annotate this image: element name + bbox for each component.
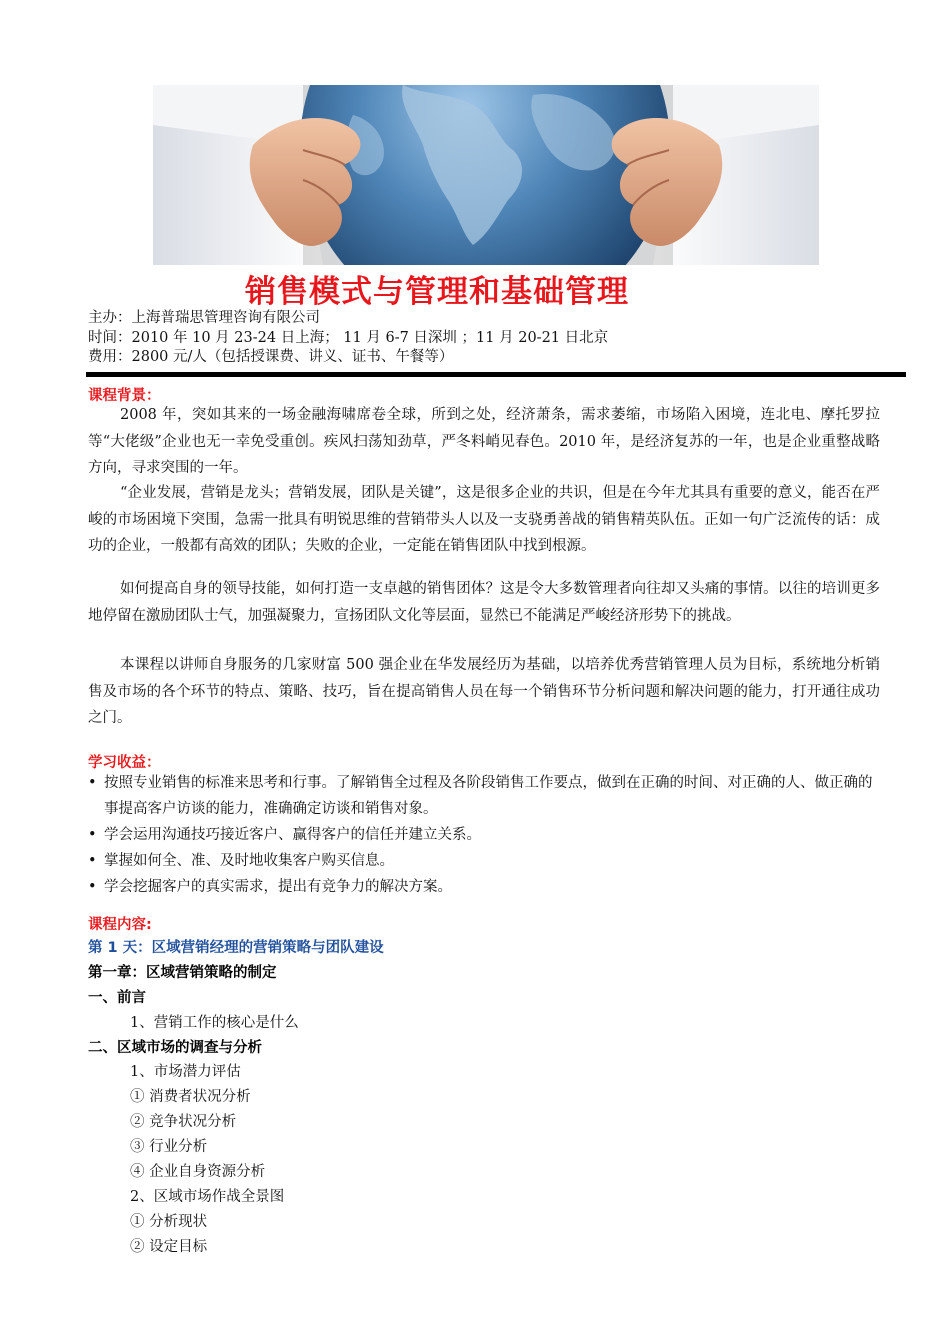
section-divider — [86, 372, 906, 377]
benefit-item: • 学会挖掘客户的真实需求，提出有竞争力的解决方案。 — [88, 874, 880, 900]
outline-item: 1、市场潜力评估 — [130, 1064, 241, 1080]
benefits-heading: 学习收益： — [88, 755, 161, 771]
section2-heading: 二、区域市场的调查与分析 — [88, 1040, 262, 1056]
background-heading: 课程背景： — [88, 388, 161, 404]
outline-item: ④ 企业自身资源分析 — [130, 1164, 266, 1180]
banner-image — [153, 85, 819, 265]
page-title: 销售模式与管理和基础管理 — [245, 274, 629, 310]
day1-heading: 第 1 天：区域营销经理的营销策略与团队建设 — [88, 940, 384, 956]
outline-item: 2、区域市场作战全景图 — [130, 1189, 285, 1205]
benefits-list — [88, 770, 880, 900]
benefit-item: • 按照专业销售的标准来思考和行事。了解销售全过程及各阶段销售工作要点，做到在正确的时间、对正确的人、做正确的事提高客户访谈的能力，准确确定访谈和销售对象。 — [88, 770, 880, 822]
outline-item: ① 消费者状况分析 — [130, 1089, 251, 1105]
content-heading: 课程内容: — [88, 917, 152, 933]
outline-item: ② 竞争状况分析 — [130, 1114, 237, 1130]
outline-item: ③ 行业分析 — [130, 1139, 208, 1155]
bullet-icon: • — [88, 827, 97, 843]
outline-item: ① 分析现状 — [130, 1214, 208, 1230]
outline-item: ② 设定目标 — [130, 1239, 208, 1255]
outline-item: 1、营销工作的核心是什么 — [130, 1015, 299, 1031]
background-paragraph-3: 如何提高自身的领导技能，如何打造一支卓越的销售团体？这是令大多数管理者向往却又头痛的事情。以往的培训更多地停留在激励团队士气，加强凝聚力，宣扬团队文化等层面，显然已不能满足严峻经济形势下的挑战。 — [88, 581, 880, 624]
chapter1-heading: 第一章：区域营销策略的制定 — [88, 965, 277, 981]
organizer-line: 主办：上海普瑞思管理咨询有限公司 — [88, 310, 320, 326]
background-paragraph-2: “企业发展，营销是龙头；营销发展，团队是关键”，这是很多企业的共识，但是在今年尤其具有重要的意义，能否在严峻的市场困境下突围，急需一批具有明锐思维的营销带头人以及一支骁勇善战的销售精英队伍。正如一句广泛流传的话：成功的企业，一般都有高效的团队；失败的企业，一定能在销售团队中找到根源。 — [88, 485, 880, 554]
background-paragraph-4: 本课程以讲师自身服务的几家财富 500 强企业在华发展经历为基础，以培养优秀营销管理人员为目标，系统地分析销售及市场的各个环节的特点、策略、技巧，旨在提高销售人员在每一个销售环节分析问题和解决问题的能力，打开通往成功之门。 — [88, 657, 880, 726]
time-line: 时间：2010 年 10 月 23-24 日上海； 11 月 6-7 日深圳 ；11 月 20-21 日北京 — [88, 330, 609, 346]
bullet-icon: • — [88, 853, 97, 869]
benefit-item: • 掌握如何全、准、及时地收集客户购买信息。 — [88, 848, 880, 874]
background-paragraph-1: 2008 年，突如其来的一场金融海啸席卷全球，所到之处，经济萧条，需求萎缩，市场陷入困境，连北电、摩托罗拉等“大佬级”企业也无一幸免受重创。疾风扫荡知劲草，严冬料峭见春色。2010 年，是经济复苏的一年，也是企业重整战略方向，寻求突围的一年。 — [88, 407, 880, 476]
section1-heading: 一、前言 — [88, 990, 146, 1006]
bullet-icon: • — [88, 879, 97, 895]
benefit-item: • 学会运用沟通技巧接近客户、赢得客户的信任并建立关系。 — [88, 822, 880, 848]
fee-line: 费用：2800 元/人（包括授课费、讲义、证书、午餐等） — [88, 349, 454, 365]
bullet-icon: • — [88, 775, 97, 791]
